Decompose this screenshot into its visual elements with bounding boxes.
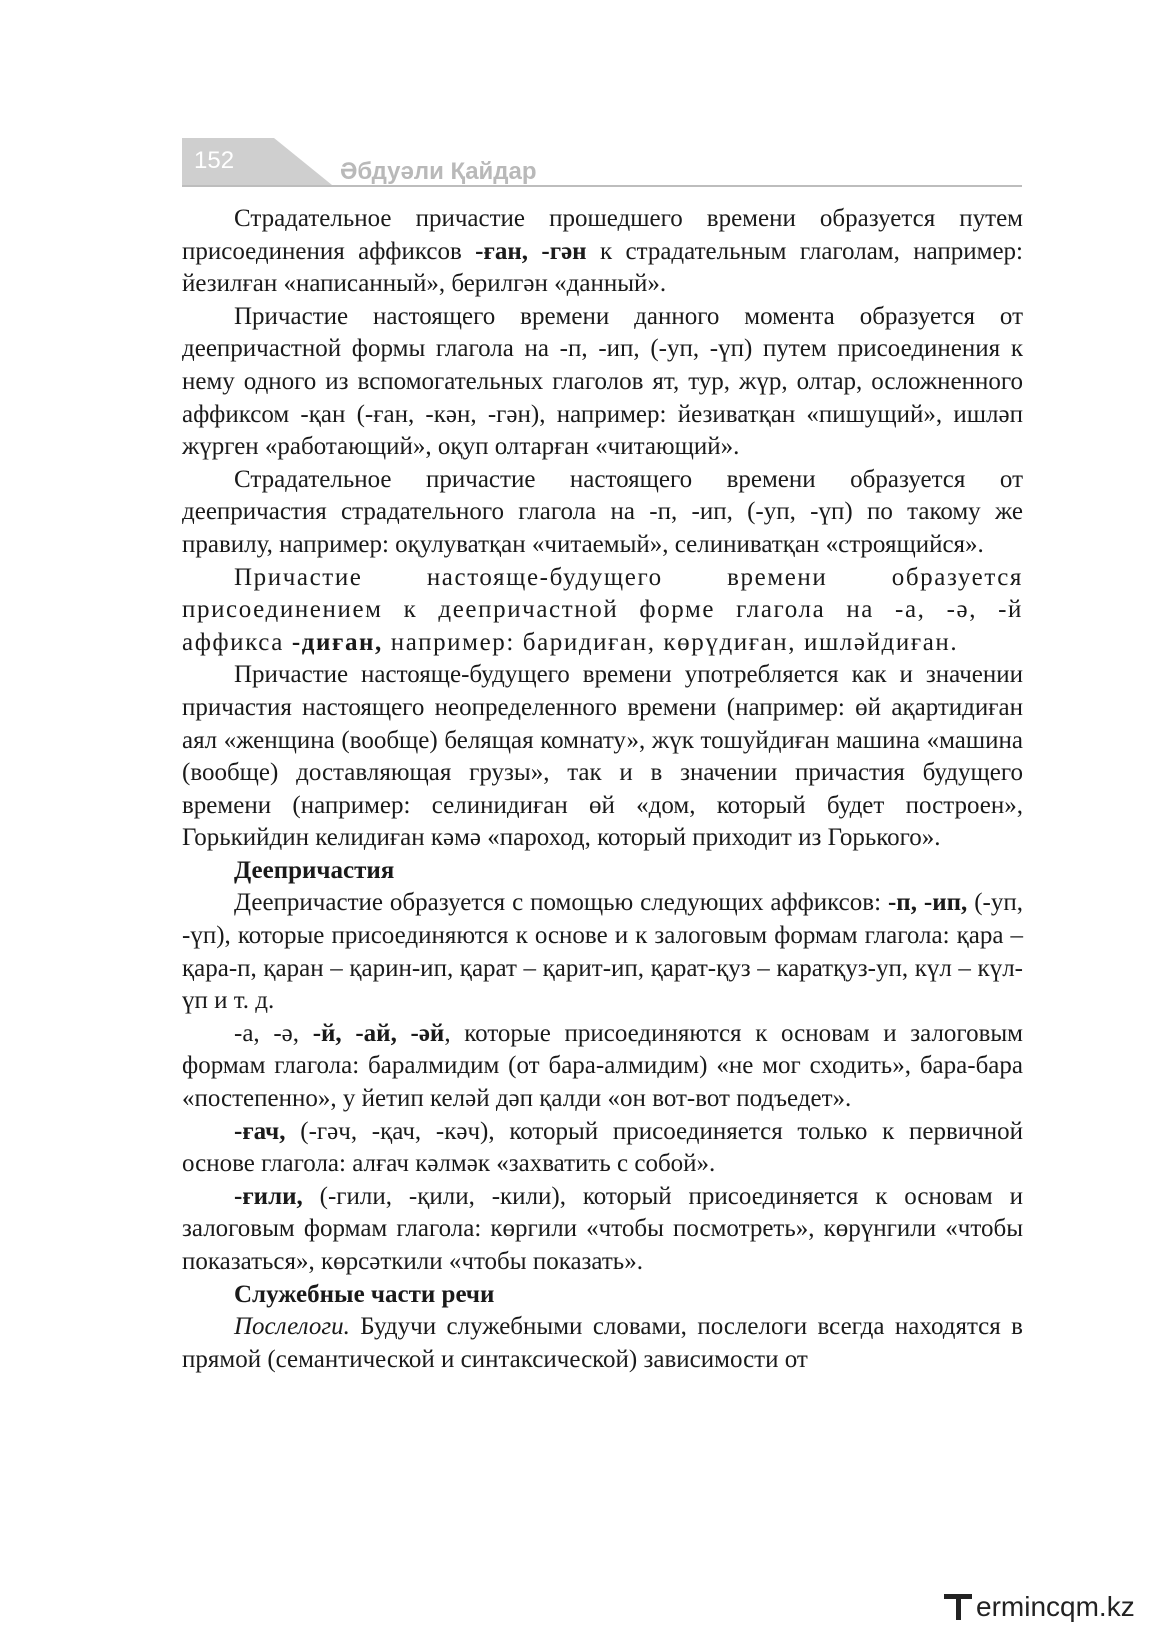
watermark-text: ermincqm.kz — [976, 1591, 1135, 1622]
running-header — [182, 138, 1022, 190]
section-heading-converbs: Деепричастия — [234, 856, 395, 884]
site-watermark — [944, 1589, 1135, 1625]
paragraph-converbs-a: -а, -ә, -й, -ай, -әй, которые присоединяются к основам и залоговым формам глагола: баралмидим (от бара-алмидим) «не мог сходить», бара-бара «постепенно», у йетип келәй дәп қалди «он вот-вот подъедет». — [182, 1019, 1023, 1113]
paragraph-converbs-gili: -ғили, (-гили, -қили, -кили), который присоединяется к основам и залоговым формам глагола: көргили «чтобы посмотреть», көрүнгили «чтобы показаться», көрсәткили «чтобы показать». — [182, 1182, 1023, 1275]
affix-bold: -й, -ай, -әй — [312, 1019, 445, 1047]
paragraph-converbs-gach: -ғач, (-гәч, -қач, -кәч), который присоединяется только к первичной основе глагола: алғач кәлмәк «захватить с собой». — [182, 1117, 1023, 1178]
header-rule — [182, 185, 1022, 187]
section-heading-function-words: Служебные части речи — [234, 1280, 495, 1308]
paragraph-present-future-participle: Причастие настояще-будущего времени образуется присоединением к деепричастной форме глагола на -а, -ә, -й аффикса -диған, например: баридиған, көрүдиған, ишләйдиған. — [182, 563, 1023, 656]
paragraph-present-future-usage: Причастие настояще-будущего времени употребляется как и значении причастия настоящего неопределенного времени (например: өй ақартидиған аял «женщина (вообще) белящая комнату», жүк тошуйдиған машина «машина (вообще) доставляющая грузы», так и в значении причастия будущего времени (например: селинидиған өй «дом, который будет построен», Горькийдин келидиған кәмә «пароход, который приходит из Горького». — [182, 661, 1023, 852]
paragraph-passive-present-participle: Страдательное причастие настоящего времени образуется от деепричастия страдательного глагола на -п, -ип, (-уп, -үп) по такому же правилу, например: оқулуватқан «читаемый», селиниватқан «строящийся». — [182, 465, 1023, 558]
paragraph-converbs-ip: Деепричастие образуется с помощью следующих аффиксов: -п, -ип, (-уп, -үп), которые присоединяются к основе и к залоговым формам глагола: қара – қара-п, қаран – қарин-ип, қарат – қарит-ип, қарат-қуз – каратқуз-уп, күл – күл-үп и т. д. — [182, 889, 1023, 1015]
affix-bold: -ғили, — [234, 1182, 303, 1210]
watermark-t-logo-icon — [944, 1592, 974, 1622]
affix-bold: -ған, -гән — [475, 237, 587, 265]
affix-bold: -диған, — [291, 628, 383, 656]
affix-bold: -п, -ип, — [887, 889, 968, 917]
page-tab-wedge — [274, 138, 332, 185]
affix-bold: -ғач, — [234, 1117, 286, 1145]
paragraph-postpositions: Послелоги. Будучи служебными словами, послелоги всегда находятся в прямой (семантической и синтаксической) зависимости от — [182, 1313, 1023, 1373]
page-number: 152 — [194, 147, 235, 174]
paragraph-present-participle: Причастие настоящего времени данного момента образуется от деепричастной формы глагола на -п, -ип, (-уп, -үп) путем присоединения к нему одного из вспомогательных глаголов ят, тур, жүр, олтар, осложненного аффиксом -қан (-ған, -кән, -гән), например: йезиватқан «пишущий», ишләп жүрген «работающий», оқуп олтарған «читающий». — [182, 302, 1023, 461]
paragraph-passive-past-participle: Страдательное причастие прошедшего времени образуется путем присоединения аффиксов -ған, -гән к страдательным глаголам, например: йезилған «написанный», берилгән «данный». — [182, 205, 1024, 298]
italic-term: Послелоги. — [234, 1313, 350, 1341]
page-body — [182, 203, 1023, 1376]
running-header-author: Әбдуәли Қайдар — [340, 158, 537, 185]
